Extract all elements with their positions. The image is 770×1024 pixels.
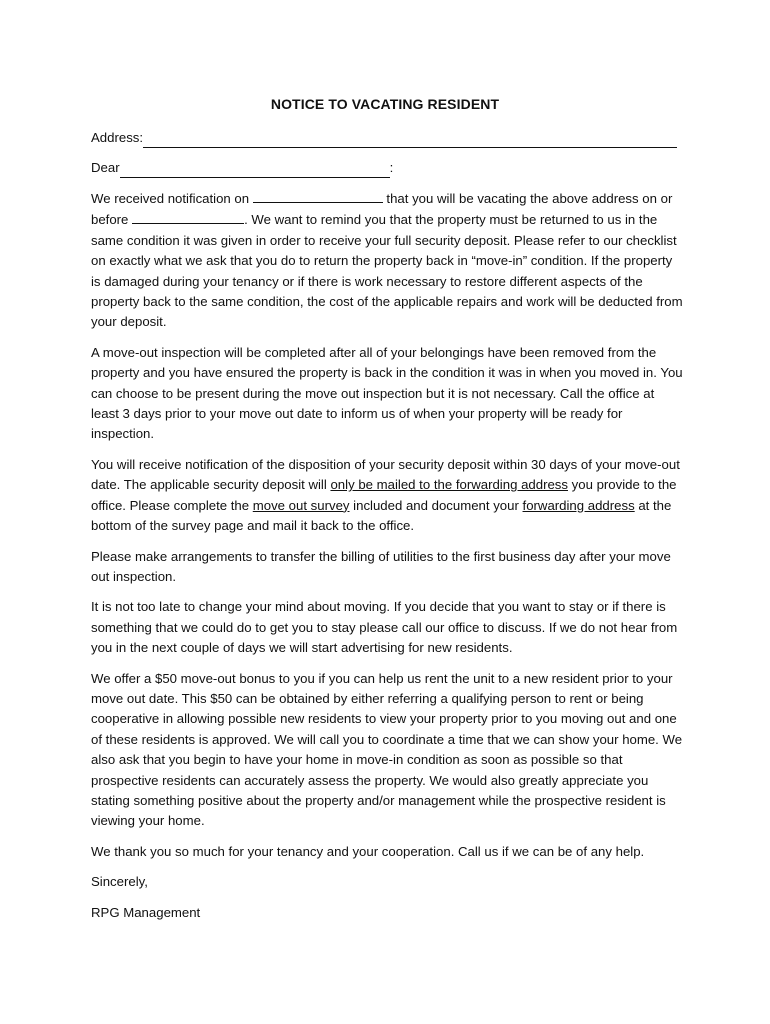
p1-text-a: We received notification on [91, 191, 253, 206]
dear-label: Dear [91, 159, 120, 175]
salutation-line [91, 158, 683, 178]
signature: RPG Management [91, 904, 201, 920]
closing: Sincerely, [91, 874, 148, 890]
address-blank[interactable] [143, 133, 677, 148]
paragraph-inspection: A move-out inspection will be completed after all of your belongings have been removed from the property and you have ensured the property is back in the condition it was in when you moved in. You can choose to be present during the move out inspection but it is not necessary. Call the office at least 3 days prior to your move out date to inform us of when your property will be ready for inspection. [91, 344, 683, 442]
document-title: NOTICE TO VACATING RESIDENT [270, 96, 500, 112]
paragraph-thanks: We thank you so much for your tenancy and your cooperation. Call us if we can be of any help. [91, 843, 645, 859]
paragraph-deposit [91, 455, 683, 537]
notification-date-blank[interactable] [253, 188, 383, 203]
forwarding-address-emphasis: only be mailed to the forwarding address [330, 477, 568, 493]
paragraph-change-mind: It is not too late to change your mind about moving. If you decide that you want to stay or if there is something that we could do to get you to stay please call our office to discuss. If we do not hear from you in the next couple of days we will start advertising for new residents. [91, 599, 678, 656]
recipient-name-blank[interactable] [120, 163, 390, 178]
p1-text-b: that you will be vacating the above address on or before [91, 191, 673, 228]
p3-text-d: at the bottom of the survey page and mail it back to the office. [91, 497, 672, 534]
forwarding-address-term: forwarding address [522, 497, 635, 513]
move-out-survey-emphasis: move out survey [252, 497, 350, 513]
paragraph-notification [91, 188, 683, 333]
p3-text-a: You will receive notification of the disposition of your security deposit within 30 days of your move-out date. The applicable security deposit will [91, 456, 680, 493]
document-body [91, 128, 683, 933]
p3-text-c: included and document your [349, 497, 523, 513]
paragraph-bonus: We offer a $50 move-out bonus to you if you can help us rent the unit to a new resident prior to your move out date. This $50 can be obtained by either referring a qualifying person to rent or being cooperative in allowing possible new residents to view your property prior to you moving out and one of these residents is approved. We will call you to coordinate a time that we can show your home. We also ask that you begin to have your home in move-in condition as soon as possible so that prospective residents can accurately assess the property. We would also greatly appreciate you stating something positive about the property and/or management while the prospective resident is viewing your home. [91, 670, 683, 829]
paragraph-utilities: Please make arrangements to transfer the billing of utilities to the first business day after your move out inspection. [91, 548, 671, 584]
address-line [91, 128, 683, 148]
p1-text-c: . We want to remind you that the property must be returned to us in the same condition it was given in order to receive your full security deposit. Please refer to our checklist on exactly what we ask that you do to return the property back in “move-in” condition. If the property is damaged during your tenancy or if there is work necessary to restore different aspects of the property back to the same condition, the cost of the applicable repairs and work will be deducted from your deposit. [91, 212, 683, 330]
p3-text-b: you provide to the office. Please complete the [91, 477, 677, 513]
address-label: Address: [91, 129, 144, 145]
dear-colon: : [389, 159, 394, 175]
vacate-date-blank[interactable] [132, 209, 244, 224]
